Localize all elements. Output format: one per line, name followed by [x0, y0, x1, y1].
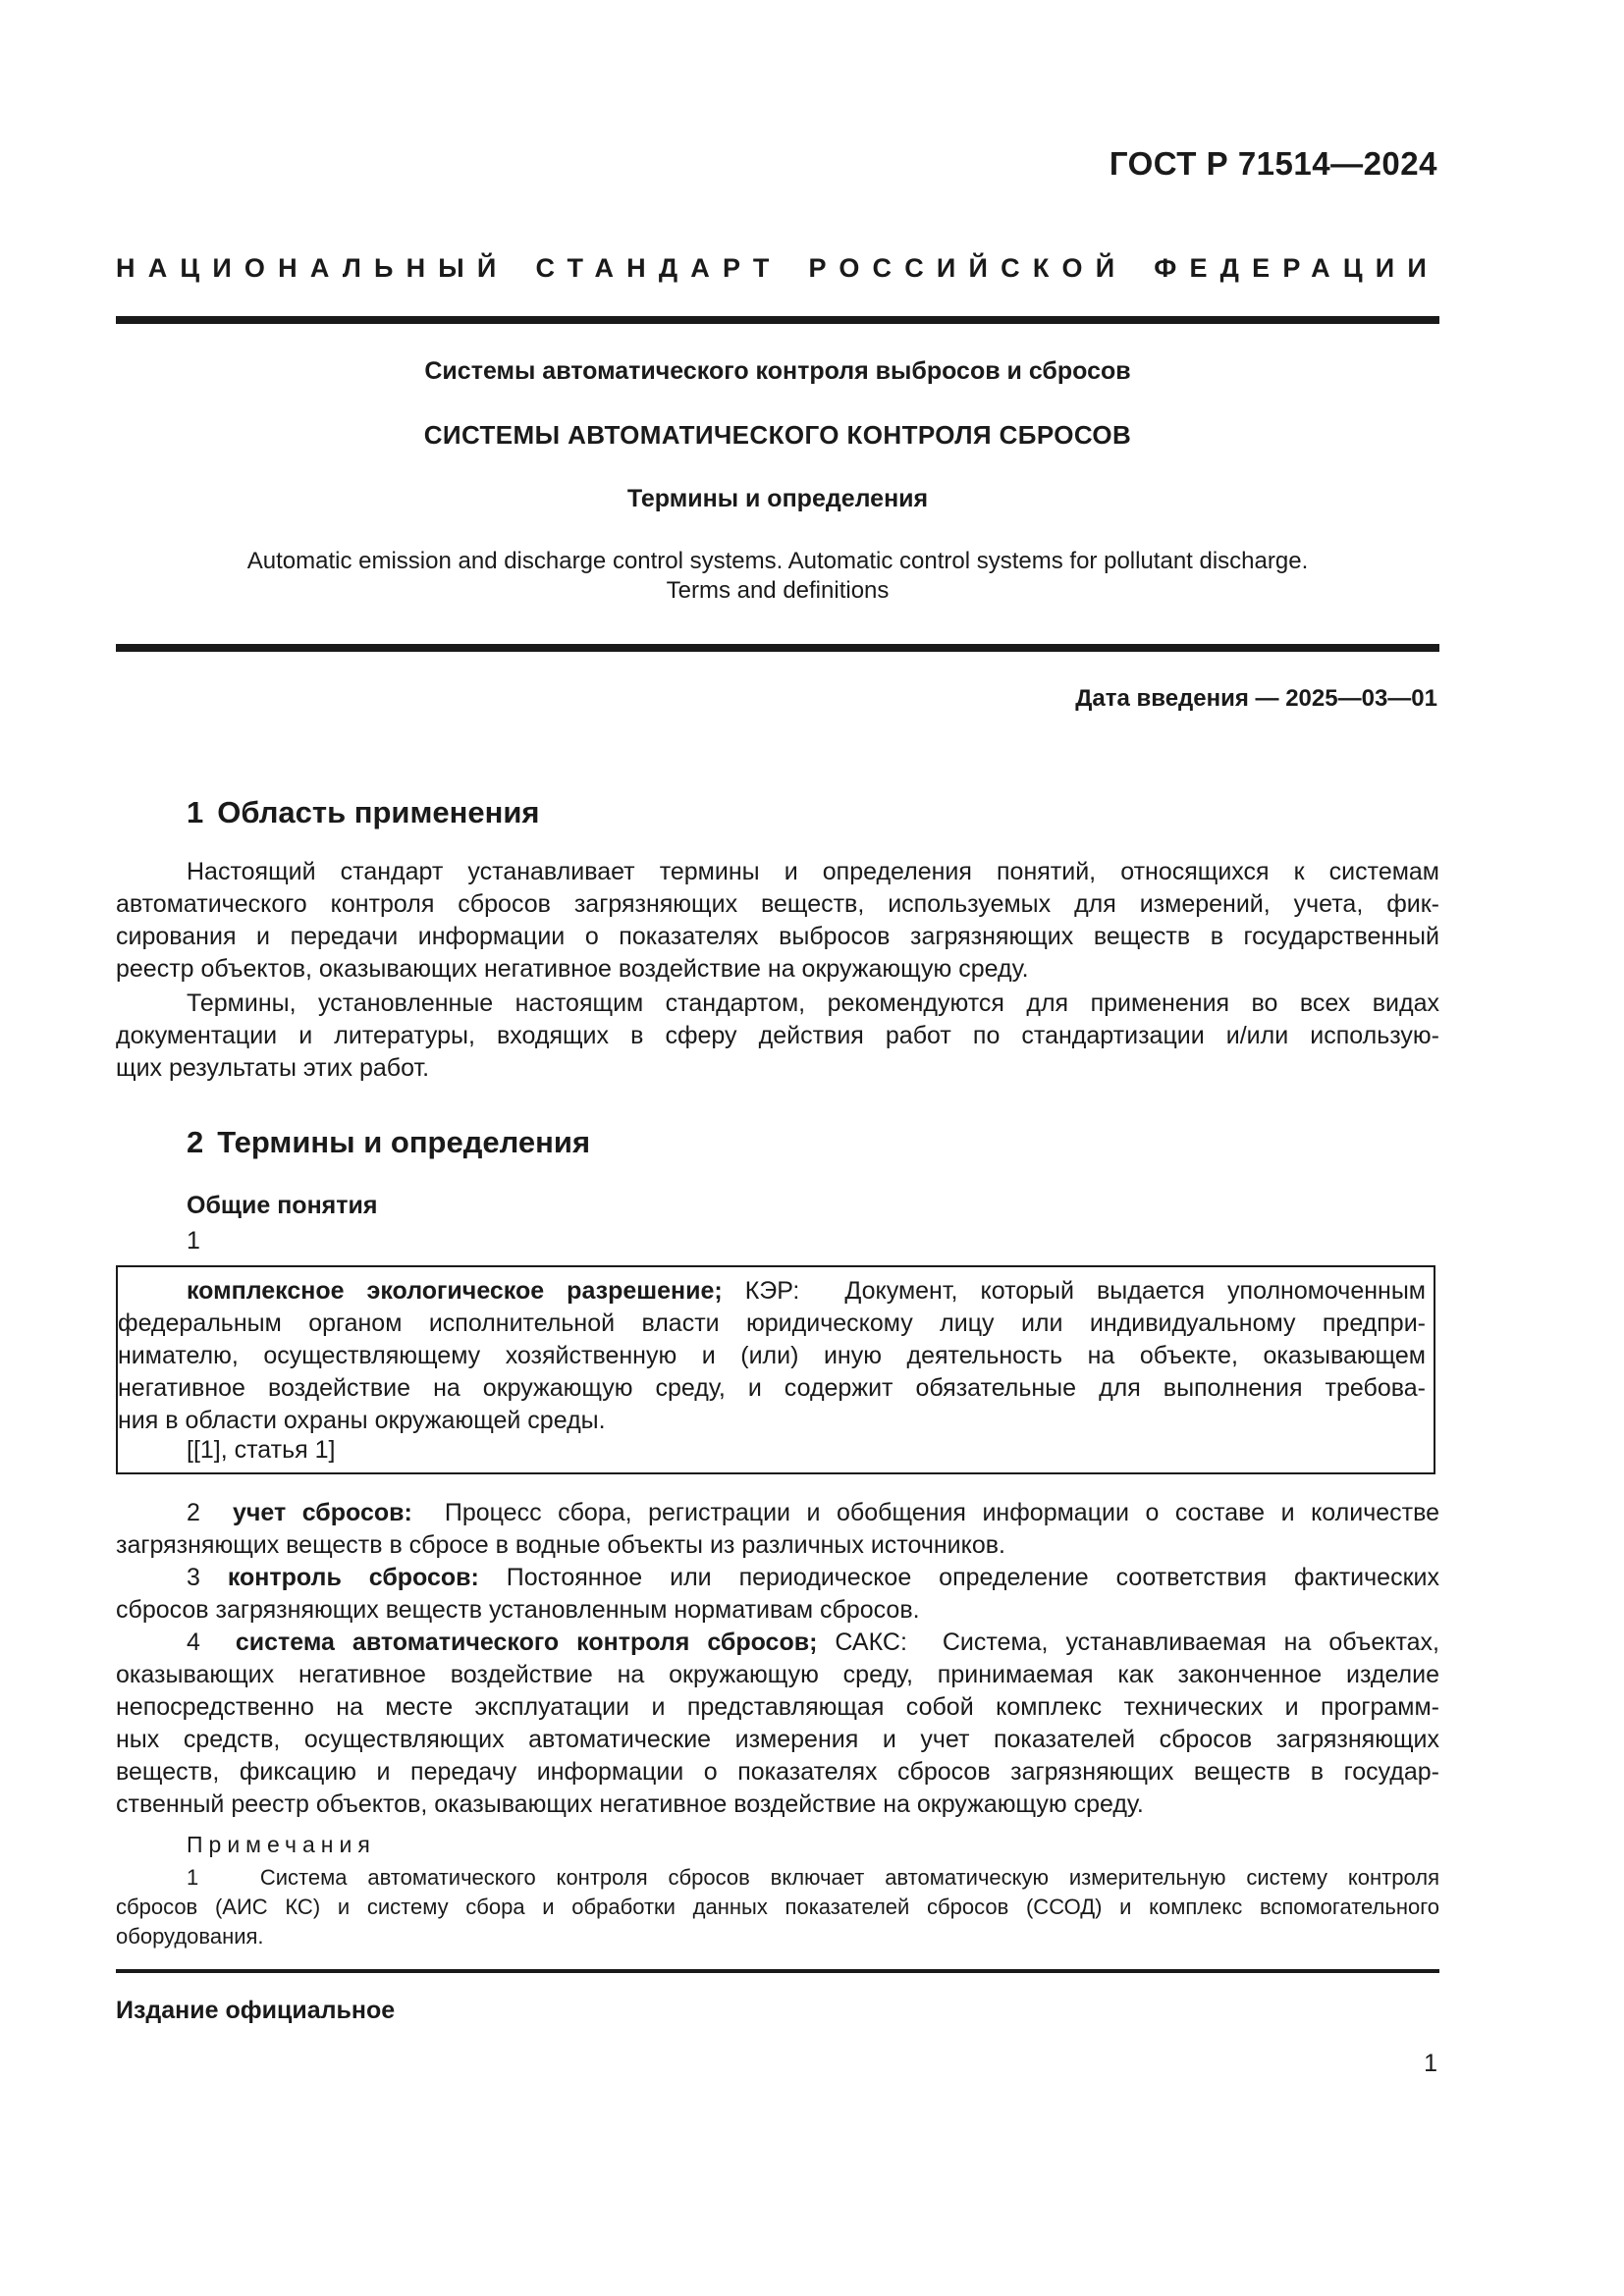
text-line: федеральным органом исполнительной власти юридическому лицу или индивидуальному предпри- [118, 1309, 1426, 1337]
term-1-term: комплексное экологическое разрешение; [187, 1277, 723, 1305]
term-4 [116, 1627, 1439, 1821]
section-2-heading [187, 1125, 590, 1160]
national-standard-banner: НАЦИОНАЛЬНЫЙ СТАНДАРТ РОССИЙСКОЙ ФЕДЕРАЦИИ [116, 253, 1439, 283]
text-line [116, 1562, 1439, 1594]
english-title-line-1: Automatic emission and discharge control systems. Automatic control systems for pollutant discharge. [246, 548, 1309, 574]
document-code: ГОСТ Р 71514—2024 [1109, 145, 1437, 182]
text-line: автоматического контроля сбросов загрязняющих веществ, используемых для измерений, учета, фик- [116, 890, 1439, 918]
text-line: ных средств, осуществляющих автоматические измерения и учет показателей сбросов загрязняющих [116, 1726, 1439, 1753]
notes-title: Примечания [187, 1832, 376, 1857]
text-line: сбросов (АИС КС) и систему сбора и обработки данных показателей сбросов (ССОД) и комплекс вспомогательного [116, 1895, 1439, 1919]
term-1-source: [[1], статья 1] [187, 1436, 336, 1464]
header-rule [116, 316, 1439, 324]
section-1-number: 1 [187, 795, 204, 829]
text-line: реестр объектов, оказывающих негативное воздействие на окружающую среду. [116, 955, 1029, 983]
term-1-abbr: КЭР: [744, 1277, 800, 1305]
title-line-2: СИСТЕМЫ АВТОМАТИЧЕСКОГО КОНТРОЛЯ СБРОСОВ [423, 420, 1132, 450]
text-line: Настоящий стандарт устанавливает термины и определения понятий, относящихся к системам [187, 858, 1439, 885]
english-title-line-2: Terms and definitions [666, 577, 890, 604]
text-line [116, 1627, 1439, 1659]
text-line: ственный реестр объектов, оказывающих негативное воздействие на окружающую среду. [116, 1790, 1144, 1818]
term-2-number: 2 [187, 1499, 200, 1526]
term-3-number: 3 [187, 1564, 200, 1591]
term-4-def-start: Система, устанавливаемая на объектах, [942, 1629, 1439, 1656]
term-3-term: контроль сбросов: [227, 1564, 479, 1591]
title-block-rule [116, 644, 1439, 652]
section-1-paragraph-1 [116, 856, 1439, 986]
text-line: щих результаты этих работ. [116, 1054, 430, 1082]
term-2-def-start: Процесс сбора, регистрации и обобщения информации о составе и количестве [444, 1499, 1439, 1526]
section-2-title: Термины и определения [217, 1125, 591, 1159]
text-line: оборудования. [116, 1924, 264, 1949]
section-1-paragraph-2 [116, 988, 1439, 1085]
term-4-number: 4 [187, 1629, 200, 1656]
title-line-1: Системы автоматического контроля выбросов и сбросов [424, 357, 1131, 385]
text-line [187, 1275, 1426, 1308]
text-line: сбросов загрязняющих веществ установленным нормативам сбросов. [116, 1596, 920, 1624]
term-1-box [116, 1265, 1435, 1474]
term-2-term: учет сбросов: [232, 1499, 412, 1526]
text-line: документации и литературы, входящих в сферу действия работ по стандартизации и/или использую- [116, 1022, 1439, 1049]
text-line: оказывающих негативное воздействие на окружающую среду, принимаемая как законченное изделие [116, 1661, 1439, 1688]
section-1-heading [187, 795, 540, 830]
term-3 [116, 1562, 1439, 1627]
term-3-def-start: Постоянное или периодическое определение соответствия фактических [506, 1564, 1439, 1591]
introduction-date: Дата введения — 2025—03—01 [1075, 685, 1437, 712]
text-line: нимателю, осуществляющему хозяйственную и (или) иную деятельность на объекте, оказывающем [118, 1342, 1426, 1369]
term-2 [116, 1497, 1439, 1562]
section-2-number: 2 [187, 1125, 204, 1159]
official-edition-label: Издание официальное [116, 1997, 396, 2024]
footer-rule [116, 1969, 1439, 1973]
text-line: негативное воздействие на окружающую среду, и содержит обязательные для выполнения требова- [118, 1374, 1426, 1402]
text-line: непосредственно на месте эксплуатации и представляющая собой комплекс технических и программ- [116, 1693, 1439, 1721]
text-line: загрязняющих веществ в сбросе в водные объекты из различных источников. [116, 1531, 1005, 1559]
term-4-abbr: САКС: [835, 1629, 907, 1656]
term-4-term: система автоматического контроля сбросов; [235, 1629, 818, 1656]
note-1 [116, 1863, 1439, 1951]
text-line: веществ, фиксацию и передачу информации о показателях сбросов загрязняющих веществ в государ- [116, 1758, 1439, 1786]
text-line: Термины, установленные настоящим стандартом, рекомендуются для применения во всех видах [187, 989, 1439, 1017]
text-line: сирования и передачи информации о показателях выбросов загрязняющих веществ в государственный [116, 923, 1439, 950]
page-number: 1 [1424, 2050, 1437, 2077]
text-line: 1 Система автоматического контроля сбросов включает автоматическую измерительную систему контроля [187, 1865, 1439, 1890]
term-1-definition [118, 1275, 1426, 1437]
text-line: ния в области охраны окружающей среды. [118, 1407, 606, 1434]
title-line-3: Термины и определения [626, 485, 929, 512]
general-concepts-subheading: Общие понятия [187, 1192, 378, 1219]
term-1-def-start: Документ, который выдается уполномоченным [844, 1277, 1426, 1305]
term-1-number: 1 [187, 1227, 200, 1255]
text-line [116, 1497, 1439, 1529]
section-1-title: Область применения [217, 795, 540, 829]
